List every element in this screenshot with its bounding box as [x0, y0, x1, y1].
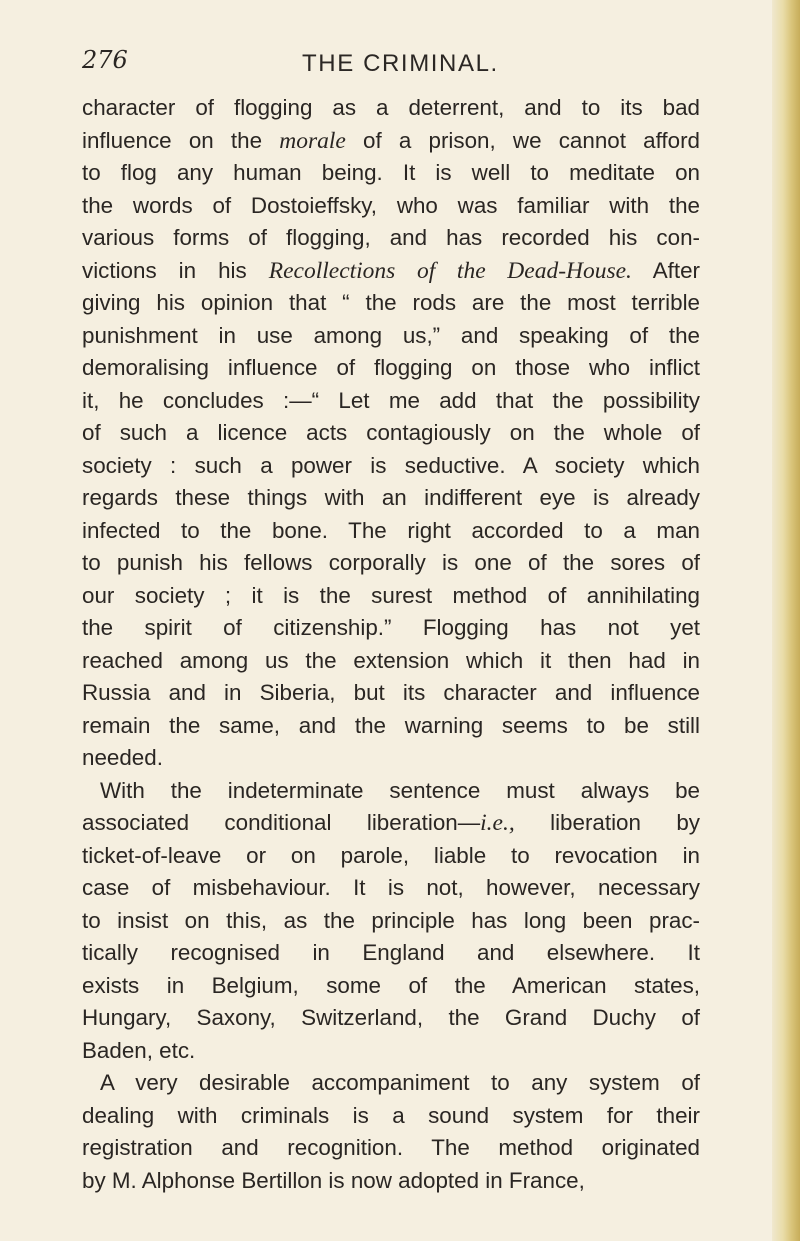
page-number: 276 [82, 46, 128, 74]
text-line: by M. Alphonse Bertillon is now adopted in France, [82, 1167, 585, 1193]
text-line: character of flogging as a deterrent, and to its bad [82, 95, 700, 120]
text-line: regards these things with an indifferent eye is already [82, 485, 700, 510]
text-line: infected to the bone. The right accorded to a man [82, 517, 700, 543]
text-line: registration and recognition. The method originated [82, 1135, 700, 1160]
text-line: to punish his fellows corporally is one of the sores of [82, 550, 700, 575]
text-line: our society ; it is the surest method of annihilating [82, 582, 700, 608]
text-line: case of misbehaviour. It is not, however, necessary [82, 875, 700, 900]
italic-text: Recollections of the Dead-House. [268, 257, 632, 284]
text-segment: victions in his [82, 257, 269, 283]
page-header [82, 42, 702, 82]
text-line [82, 125, 700, 158]
text-line: various forms of flogging, and has recorded his con- [82, 225, 700, 250]
text-line: dealing with criminals is a sound system for their [82, 1102, 700, 1128]
text-line: Hungary, Saxony, Switzerland, the Grand Duchy of [82, 1005, 700, 1030]
text-segment: of a prison, we cannot afford [345, 127, 700, 153]
text-line: A very desirable accompaniment to any system of [100, 1070, 700, 1095]
text-line: to flog any human being. It is well to meditate on [82, 160, 700, 185]
text-line: of such a licence acts contagiously on the whole of [82, 420, 700, 445]
italic-text: i.e., [480, 810, 515, 836]
text-line: society : such a power is seductive. A society which [82, 452, 700, 478]
text-line: the words of Dostoieffsky, who was familiar with the [82, 192, 700, 218]
text-line: remain the same, and the warning seems to be still [82, 712, 700, 738]
text-segment: After [631, 257, 700, 283]
text-line: punishment in use among us,” and speaking of the [82, 322, 700, 348]
italic-text: morale [279, 127, 346, 154]
text-line: to insist on this, as the principle has long been prac- [82, 907, 700, 933]
text-line: Russia and in Siberia, but its character and influence [82, 680, 700, 705]
text-line: it, he concludes :—“ Let me add that the possibility [82, 387, 700, 413]
text-line: With the indeterminate sentence must always be [100, 777, 700, 803]
text-line: exists in Belgium, some of the American states, [82, 972, 700, 998]
page-edge [772, 0, 800, 1241]
text-line: needed. [82, 745, 163, 770]
text-line: the spirit of citizenship.” Flogging has not yet [82, 615, 700, 640]
text-line [82, 807, 700, 840]
text-line: demoralising influence of flogging on those who inflict [82, 355, 700, 380]
text-line: giving his opinion that “ the rods are the most terrible [82, 290, 700, 315]
body-text [82, 92, 700, 1197]
text-line: Baden, etc. [82, 1037, 196, 1063]
text-line: ticket-of-leave or on parole, liable to revocation in [82, 842, 700, 868]
running-head: THE CRIMINAL. [302, 50, 499, 77]
text-segment: liberation by [514, 810, 700, 835]
text-line [82, 255, 700, 288]
text-line: tically recognised in England and elsewhere. It [82, 940, 700, 965]
text-segment: associated conditional liberation— [82, 810, 481, 835]
text-line: reached among us the extension which it then had in [82, 647, 700, 673]
text-segment: influence on the [82, 127, 280, 153]
